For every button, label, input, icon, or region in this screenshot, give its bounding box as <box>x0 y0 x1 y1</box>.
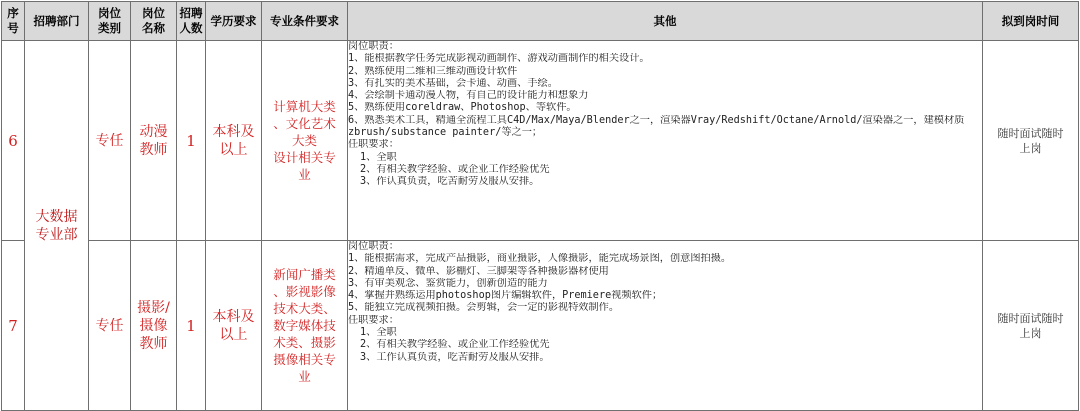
header-education: 学历要求 <box>206 2 262 41</box>
duty-line: 4、掌握并熟练运用photoshop图片编辑软件，Premiere视频软件； <box>348 290 663 302</box>
row-time: 随时面试随时 上岗 <box>983 241 1079 411</box>
duty-line: 1、能根据教学任务完成影视动画制作、游戏动画制作的相关设计。 <box>348 53 650 65</box>
department-cell: 大数据 专业部 <box>25 41 89 411</box>
requirement-heading: 任职要求： <box>348 139 399 151</box>
duty-line: 5、熟练使用coreldraw、Photoshop、等软件。 <box>348 102 577 114</box>
duty-line: 5、能独立完成视频拍摄。会剪辑，会一定的影视特效制作。 <box>348 302 620 314</box>
row-other <box>348 41 983 241</box>
requirement-heading: 任职要求： <box>348 314 399 326</box>
row-count: 1 <box>177 241 206 411</box>
duty-line: 2、精通单反、微单、影棚灯、三脚架等各种摄影器材使用 <box>348 265 609 277</box>
row-index: 7 <box>2 241 25 411</box>
header-major: 专业条件要求 <box>262 2 348 41</box>
row-education: 本科及 以上 <box>206 241 262 411</box>
duty-line: 6、熟悉美术工具，精通全流程工具C4D/Max/Maya/Blender之一，渲染器Vray/Redshift/Octane/Arnold/渲染器之一，建模材质zbrush/substance painter/等之一； <box>348 114 965 139</box>
header-other: 其他 <box>348 2 983 41</box>
row-other <box>348 241 983 411</box>
duty-line: 3、有扎实的美术基础，会卡通、动画、手绘。 <box>348 77 558 89</box>
requirement-line: 2、有相关教学经验、或企业工作经验优先 <box>360 339 550 351</box>
table-row <box>2 241 1079 411</box>
table-row <box>2 41 1079 241</box>
duty-line: 1、能根据需求，完成产品摄影，商业摄影，人像摄影，能完成场景图，创意图拍摄。 <box>348 253 732 265</box>
requirement-line: 1、全职 <box>360 151 397 163</box>
row-category: 专任 <box>89 41 131 241</box>
row-position: 摄影/ 摄像 教师 <box>131 241 177 411</box>
header-position: 岗位 名称 <box>131 2 177 41</box>
row-major: 计算机大类 、文化艺术 大类 设计相关专 业 <box>262 41 348 241</box>
requirement-line: 3、工作认真负责，吃苦耐劳及服从安排。 <box>360 351 550 363</box>
row-index: 6 <box>2 41 25 241</box>
row-category: 专任 <box>89 241 131 411</box>
row-major: 新闻广播类 、影视影像 技术大类、 数字媒体技 术类、摄影 摄像相关专 业 <box>262 241 348 411</box>
duty-line: 3、有审美观念、鉴赏能力，创新创造的能力 <box>348 277 548 289</box>
requirement-line: 1、全职 <box>360 327 397 339</box>
requirement-line: 3、作认真负责，吃苦耐劳及服从安排。 <box>360 176 540 188</box>
header-count: 招聘 人数 <box>177 2 206 41</box>
header-row <box>2 2 1079 41</box>
row-education: 本科及 以上 <box>206 41 262 241</box>
duty-line: 4、会绘制卡通动漫人物，有自己的设计能力和想象力 <box>348 90 589 102</box>
duty-line: 岗位职责： <box>348 241 399 252</box>
row-count: 1 <box>177 41 206 241</box>
row-time: 随时面试随时 上岗 <box>983 41 1079 241</box>
header-category: 岗位 类别 <box>89 2 131 41</box>
header-time: 拟到岗时间 <box>983 2 1079 41</box>
row-position: 动漫 教师 <box>131 41 177 241</box>
duty-line: 2、熟练使用二维和三维动画设计软件 <box>348 65 518 77</box>
header-index: 序 号 <box>2 2 25 41</box>
duty-line: 岗位职责： <box>348 41 399 52</box>
requirement-line: 2、有相关教学经验、或企业工作经验优先 <box>360 163 550 175</box>
recruitment-table <box>1 1 1079 411</box>
header-department: 招聘部门 <box>25 2 89 41</box>
